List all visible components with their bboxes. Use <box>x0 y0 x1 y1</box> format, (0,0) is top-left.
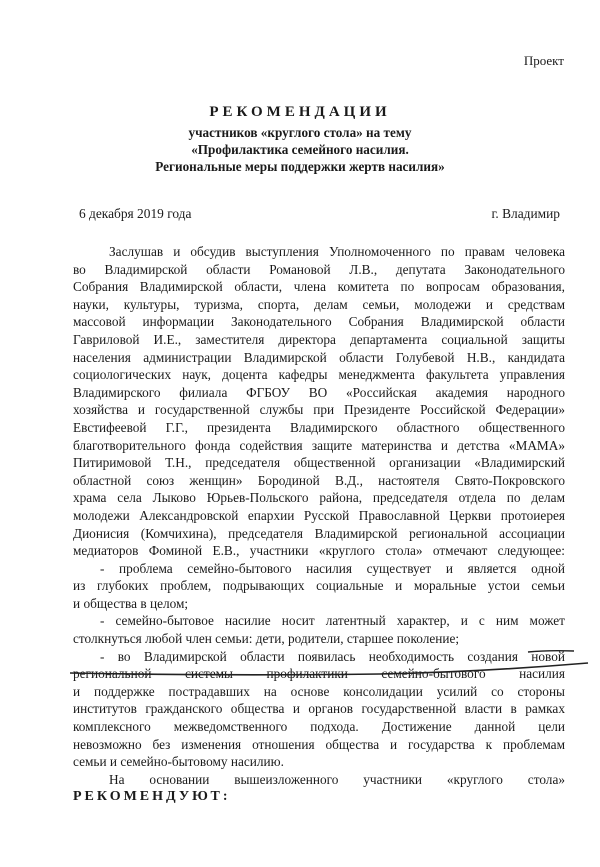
body-line: областной союз женщин» Бородиной В.Д., настоятеля Свято-Покровского <box>73 472 565 488</box>
body-line: социологических наук, доцента кафедры менеджмента факультета управления <box>73 367 565 383</box>
body-line: Заслушав и обсудив выступления Уполномоченного по правам человека <box>109 244 565 259</box>
body-line: Питиримовой Т.Н., председателя общественной организации «Владимирский <box>73 455 565 471</box>
body-line: медиаторов Фоминой Е.В., участники «круглого стола» отмечают следующее: <box>73 543 565 559</box>
subtitle-line: «Профилактика семейного насилия. <box>191 142 409 157</box>
document-body <box>73 243 565 806</box>
body-line: Владимирского филиала ФГБОУ ВО «Российская академия народного <box>73 384 565 400</box>
body-line: населения администрации Владимирской области Голубевой Н.В., кандидата <box>73 349 565 365</box>
body-line: региональной системы профилактики семейно-бытового насилия <box>73 666 565 682</box>
body-line: массовой информации Законодательного Собрания Владимирской области <box>73 314 565 330</box>
subtitle-line: Региональные меры поддержки жертв насилия» <box>155 159 445 174</box>
body-line: столкнуться любой член семьи: дети, родители, старшее поколение; <box>73 631 460 647</box>
subtitle-line: участников «круглого стола» на тему <box>188 125 412 140</box>
body-line: семьи и семейно-бытовому насилию. <box>73 754 284 770</box>
body-line: Евстифеевой Г.Г., президента Владимирского областного общественного <box>73 419 565 435</box>
document-city: г. Владимир <box>491 206 560 221</box>
body-line: науки, культуры, туризма, спорта, делам семьи, молодежи и средствам <box>73 296 565 312</box>
body-line: хозяйства и государственной службы при Президенте Российской Федерации» <box>73 402 565 418</box>
body-line: институтов гражданского общества и органов государственной власти в рамках <box>73 701 565 717</box>
list-item-line: - проблема семейно-бытового насилия существует и является одной <box>100 560 565 576</box>
body-line: На основании вышеизложенного участники «круглого стола» <box>109 771 565 787</box>
body-line: благотворительного фонда содействия защите материнства и детства «МАМА» <box>73 437 565 453</box>
list-item-line: - во Владимирской области появилась необходимость создания новой <box>100 648 565 664</box>
body-line: Дионисия (Комчихина), председателя Владимирской региональной ассоциации <box>73 525 565 541</box>
body-line: во Владимирской области Романовой Л.В., депутата Законодательного <box>73 261 565 277</box>
recommend-heading: РЕКОМЕНДУЮТ: <box>73 789 231 805</box>
body-line: храма села Лыково Юрьев-Польского района, председателя отдела по делам <box>73 490 565 506</box>
document-date: 6 декабря 2019 года <box>79 206 192 221</box>
body-line: Собрания Владимирской области, члена комитета по вопросам образования, <box>73 279 565 295</box>
body-line: невозможно без изменения отношения общества и государства к проблемам <box>73 736 565 752</box>
body-line: и поддержке пострадавших на основе консолидации усилий со стороны <box>73 683 565 699</box>
draft-label: Проект <box>523 53 564 68</box>
body-line: и общества в целом; <box>73 595 189 611</box>
body-line: Гавриловой И.Е., заместителя директора департамента социальной защиты <box>73 331 565 347</box>
body-line: из глубоких проблем, подрывающих социальные и моральные устои семьи <box>73 578 565 594</box>
body-line: молодежи Александровской епархии Русской Православной Церкви протоиерея <box>73 507 565 523</box>
list-item-line: - семейно-бытовое насилие носит латентный характер, и с ним может <box>100 613 565 629</box>
document-title: РЕКОМЕНДАЦИИ <box>209 104 391 120</box>
body-line: комплексного межведомственного подхода. Достижение данной цели <box>73 719 565 735</box>
